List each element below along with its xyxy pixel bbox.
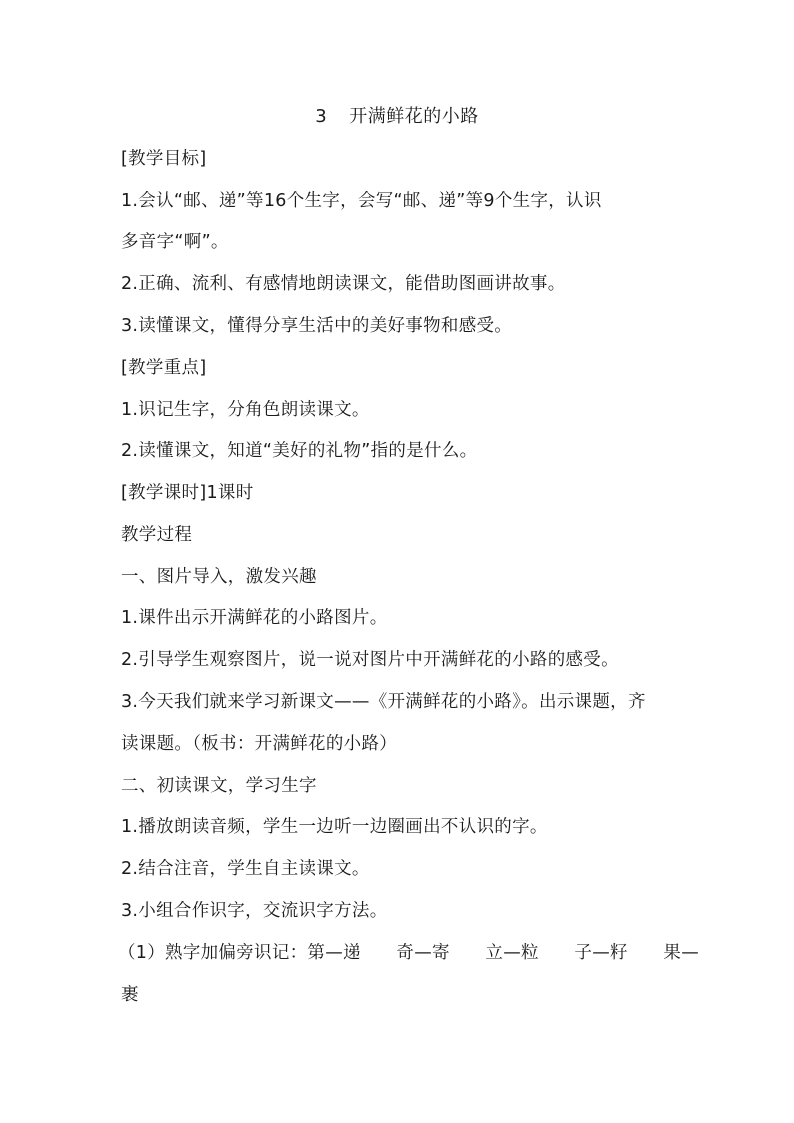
section-heading-class-hours: [教学课时]1课时 <box>121 483 254 503</box>
step-2-item-1: 1.播放朗读音频，学生一边听一边圈画出不认识的字。 <box>121 817 548 837</box>
step-1-item-2: 2.引导学生观察图片，说一说对图片中开满鲜花的小路的感受。 <box>121 650 619 670</box>
step-2-item-2: 2.结合注音，学生自主读课文。 <box>121 859 370 879</box>
objective-1-line-2: 多音字“啊”。 <box>121 232 229 252</box>
document-title <box>0 104 794 130</box>
objective-3: 3.读懂课文，懂得分享生活中的美好事物和感受。 <box>121 316 513 336</box>
key-point-1: 1.识记生字，分角色朗读课文。 <box>121 400 370 420</box>
step-2-subitem-1-line-2: 裹 <box>121 985 139 1005</box>
objective-1-line-1: 1.会认“邮、递”等16个生字，会写“邮、递”等9个生字，认识 <box>121 191 602 211</box>
section-heading-objectives: [教学目标] <box>121 149 207 169</box>
step-1-heading: 一、图片导入，激发兴趣 <box>121 567 317 587</box>
step-1-item-3-line-1: 3.今天我们就来学习新课文——《开满鲜花的小路》。出示课题，齐 <box>121 692 646 712</box>
step-1-item-3-line-2: 读课题。（板书：开满鲜花的小路） <box>121 734 398 754</box>
section-heading-process: 教学过程 <box>121 525 193 545</box>
objective-2: 2.正确、流利、有感情地朗读课文，能借助图画讲故事。 <box>121 274 566 294</box>
step-2-heading: 二、初读课文，学习生字 <box>121 776 317 796</box>
lesson-number: 3 <box>315 106 328 127</box>
step-2-item-3: 3.小组合作识字，交流识字方法。 <box>121 901 388 921</box>
lesson-title: 开满鲜花的小路 <box>349 106 479 127</box>
step-2-subitem-1-line-1: （1）熟字加偏旁识记：第—递 奇—寄 立—粒 子—籽 果— <box>118 943 700 963</box>
step-1-item-1: 1.课件出示开满鲜花的小路图片。 <box>121 608 388 628</box>
key-point-2: 2.读懂课文，知道“美好的礼物”指的是什么。 <box>121 441 478 461</box>
section-heading-key-points: [教学重点] <box>121 358 207 378</box>
